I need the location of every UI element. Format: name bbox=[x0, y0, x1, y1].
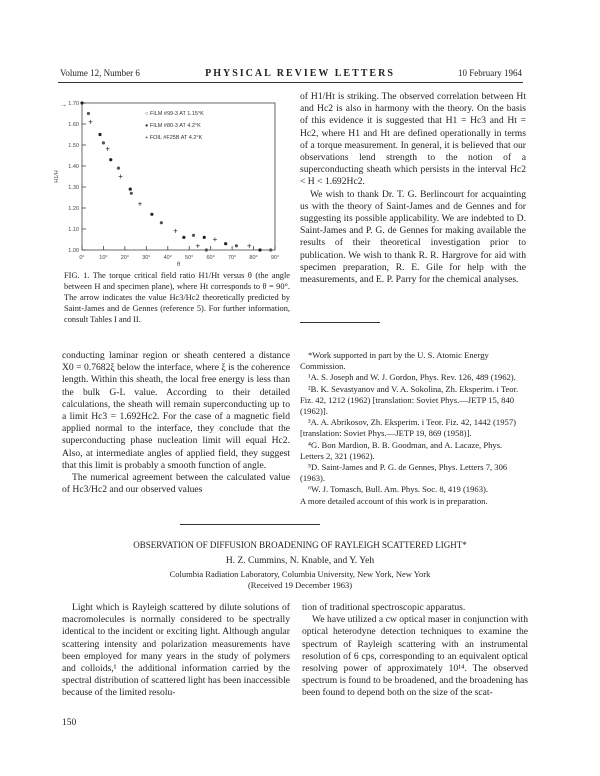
footnote-rule bbox=[300, 322, 380, 323]
y-tick-label: 1.00 bbox=[68, 248, 79, 254]
footnote: *Work supported in part by the U. S. Atomic Energy Commission. bbox=[300, 350, 489, 372]
data-point bbox=[109, 158, 112, 161]
paragraph: We wish to thank Dr. T. G. Berlincourt for acquainting us with the theory of Saint-James and de Gennes and for suggesting its possible applicability. We are indebted to D. Saint-James and P. G. de Gennes for making available the results of their theoretical investigation prior to publication. We wish to thank R. R. Hargrove for aid with specimen preparation, R. E. Gile for help with the measurements, and E. P. Parry for the chemical analyses. bbox=[300, 188, 526, 286]
y-tick-label: 1.20 bbox=[68, 206, 79, 212]
x-tick-label: 20° bbox=[120, 255, 130, 261]
data-point bbox=[205, 248, 208, 251]
legend-entry: ○ FILM #99-3 AT 1.15°K bbox=[145, 111, 204, 117]
legend-entry: + FOIL #F25B AT 4.2°K bbox=[145, 135, 203, 141]
article-left-body bbox=[62, 602, 290, 700]
data-point bbox=[130, 192, 133, 195]
figure-1-chart bbox=[50, 88, 290, 268]
data-point: + bbox=[173, 226, 178, 236]
page-number: 150 bbox=[62, 718, 77, 728]
data-point bbox=[150, 213, 153, 216]
article-authors: H. Z. Cummins, N. Knable, and Y. Yeh bbox=[225, 556, 375, 566]
x-tick-label: 30° bbox=[142, 255, 151, 261]
y-tick-label: 1.60 bbox=[68, 122, 79, 128]
x-tick-label: 60° bbox=[206, 255, 215, 261]
article-affiliation: Columbia Radiation Laboratory, Columbia University, New York, New York bbox=[169, 569, 431, 579]
y-axis-label: H1/H bbox=[54, 170, 60, 183]
footnote: ⁶W. J. Tomasch, Bull. Am. Phys. Soc. 8, 419 (1963). bbox=[308, 484, 489, 495]
data-point bbox=[224, 242, 227, 245]
article-separator bbox=[180, 524, 320, 525]
data-point: + bbox=[246, 241, 252, 251]
footnote: ⁴G. Bon Mardion, B. B. Goodman, and A. Lacaze, Phys. Letters 2, 321 (1962). bbox=[300, 439, 503, 461]
data-point bbox=[269, 248, 272, 251]
x-tick-label: 40° bbox=[163, 255, 172, 261]
paragraph: The numerical agreement between the calculated value of Hc3/Hc2 and our observed values bbox=[62, 472, 290, 496]
y-tick-label: 1.70 bbox=[68, 101, 79, 107]
data-point bbox=[98, 133, 101, 136]
arrow-marker: → bbox=[60, 101, 67, 109]
data-point bbox=[87, 112, 90, 115]
footnote: ³A. A. Abrikosov, Zh. Eksperim. i Teor. Fiz. 42, 1442 (1957) [translation: Soviet Phys.—JETP 19, 869 (1958)]. bbox=[300, 417, 516, 439]
data-point: + bbox=[88, 117, 93, 127]
article-right-body bbox=[302, 602, 528, 700]
paragraph: of H1/Ht is striking. The observed correlation between Ht and Hc2 is also in harmony with the theory. On the basis of this evidence it is suggested that H1 = Hc3 and Ht = Hc2, where H1 and Ht are defined operationally in terms of a torque measurement. In general, it is believed that our observations lend strength to the notion of a superconducting sheath which persists in the interval Hc2 < H < 1.692Hc2. bbox=[300, 91, 526, 188]
paragraph: Light which is Rayleigh scattered by dilute solutions of macromolecules is normally considered to be spectrally identical to the incident or exciting light. Although angular scattering intensity and polarization measurements have been employed for many years in the study of polymers and colloids,¹ the additional information carried by the spectral distribution of scattered light has been inaccessible because of the limited resolu- bbox=[62, 602, 290, 699]
x-tick-label: 80° bbox=[249, 255, 258, 261]
issue-date: 10 February 1964 bbox=[458, 68, 522, 78]
volume-number: Volume 12, Number 6 bbox=[60, 68, 140, 78]
data-point: + bbox=[137, 199, 143, 209]
left-column-body bbox=[62, 350, 290, 496]
journal-title: PHYSICAL REVIEW LETTERS bbox=[205, 68, 395, 79]
data-point bbox=[80, 101, 83, 104]
footnote: ¹A. S. Joseph and W. J. Gordon, Phys. Rev. 126, 489 (1962). bbox=[308, 372, 516, 383]
x-tick-label: 70° bbox=[227, 255, 237, 261]
header-rule bbox=[58, 82, 523, 83]
data-point bbox=[129, 188, 132, 191]
data-point bbox=[203, 236, 206, 239]
data-point bbox=[192, 234, 195, 237]
data-point: + bbox=[212, 235, 218, 244]
data-point bbox=[182, 236, 185, 239]
data-point: + bbox=[118, 172, 123, 181]
y-tick-label: 1.40 bbox=[68, 164, 79, 170]
y-tick-label: 1.10 bbox=[68, 227, 79, 233]
footnotes bbox=[300, 350, 528, 507]
x-tick-label: 50° bbox=[185, 255, 194, 261]
footnote: ²B. K. Sevastyanov and V. A. Sokolina, Zh. Eksperim. i Teor. Fiz. 42, 1212 (1962) [translation: Soviet Phys.—JETP 15, 840 (1962)]. bbox=[300, 383, 519, 417]
x-tick-label: 0° bbox=[79, 255, 85, 261]
figure-caption: FIG. 1. The torque critical field ratio H1/Ht versus θ (the angle between H and specimen plane), where Ht corresponds to θ = 90°. The arrow indicates the value Hc3/Hc2 theoretically predicted by Saint-James and de Gennes (reference 5). For further information, consult Tables I and II. bbox=[64, 271, 290, 324]
data-point bbox=[117, 167, 120, 170]
paragraph: tion of traditional spectroscopic apparatus. bbox=[302, 602, 466, 613]
paragraph: We have utilized a cw optical maser in conjunction with optical heterodyne detection techniques to examine the spectrum of Rayleigh scattering with an instrumental resolution of 6 cps, corresponding to an equivalent optical resolving power of approximately 10¹⁴. The observed spectrum is found to be broadened, and the broadening has been found to depend both on the size of the scat- bbox=[302, 614, 528, 699]
right-column-body bbox=[300, 91, 526, 286]
footnote: A more detailed account of this work is in preparation. bbox=[300, 495, 488, 506]
y-tick-label: 1.50 bbox=[68, 143, 79, 149]
legend-entry: ● FILM #80-3 AT 4.2°K bbox=[145, 123, 201, 129]
article-title: OBSERVATION OF DIFFUSION BROADENING OF RAYLEIGH SCATTERED LIGHT* bbox=[133, 540, 467, 550]
data-point: + bbox=[105, 144, 111, 154]
x-tick-label: 10° bbox=[99, 255, 108, 261]
paragraph: conducting laminar region or sheath centered a distance X0 = 0.7682ξ below the interface, where ξ is the coherence length. Within this sheath, the local free energy is less than the bulk G-L value. According to their detailed calculations, the sheath will remain superconducting up to a limit Hc3 = 1.692Hc2. For the case of a magnetic field applied normal to the interface, they conclude that the superconducting phase nucleation limit will equal Hc2. Also, at intermediate angles of applied field, they suggest that this limit is probably a smooth function of angle. bbox=[62, 350, 290, 471]
data-point bbox=[160, 221, 163, 224]
article-received: (Received 19 December 1963) bbox=[247, 580, 353, 590]
x-axis-label: θ bbox=[176, 262, 181, 268]
data-point bbox=[258, 248, 261, 251]
data-point: + bbox=[195, 241, 201, 251]
footnote: ⁵D. Saint-James and P. G. de Gennes, Phys. Letters 7, 306 (1963). bbox=[300, 462, 508, 484]
data-point bbox=[235, 244, 238, 247]
y-tick-label: 1.30 bbox=[68, 185, 79, 191]
x-tick-label: 90° bbox=[270, 255, 280, 261]
